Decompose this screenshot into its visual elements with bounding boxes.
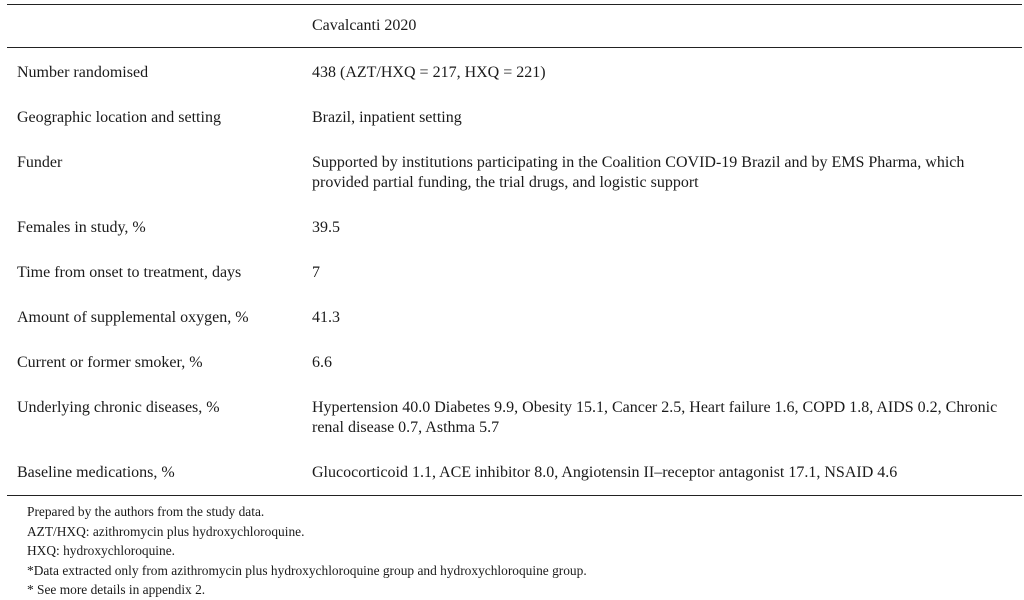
table-row: [7, 449, 1022, 496]
footnote-data-extraction: *Data extracted only from azithromycin plus hydroxychloroquine group and hydroxychloroquine group.: [27, 562, 587, 578]
study-characteristics-table-container: [7, 4, 1022, 496]
footnote-abbreviation-azt-hxq: AZT/HXQ: azithromycin plus hydroxychloroquine.: [27, 523, 305, 539]
table-row: [7, 204, 1022, 249]
row-label: Amount of supplemental oxygen, %: [17, 309, 249, 326]
table-row: [7, 94, 1022, 139]
row-value: 6.6: [312, 354, 332, 371]
row-label: Time from onset to treatment, days: [17, 264, 242, 281]
row-label: Underlying chronic diseases, %: [17, 399, 220, 416]
footnote-source: Prepared by the authors from the study data.: [27, 504, 265, 519]
footnote-abbreviation-hxq: HXQ: hydroxychloroquine.: [27, 543, 176, 558]
row-label: Funder: [17, 154, 63, 171]
table-row: [7, 249, 1022, 294]
row-value: Hypertension 40.0 Diabetes 9.9, Obesity 15.1, Cancer 2.5, Heart failure 1.6, COPD 1.8, AIDS 0.2, Chronic renal disease 0.7, Asthma 5.7: [312, 399, 998, 436]
row-label: Females in study, %: [17, 219, 146, 236]
table-header: [7, 5, 1022, 48]
row-label: Number randomised: [17, 64, 149, 81]
table-row: [7, 294, 1022, 339]
table-footnotes: [27, 502, 587, 600]
row-value: 438 (AZT/HXQ = 217, HXQ = 221): [312, 64, 546, 81]
table-body: [7, 48, 1022, 496]
header-study-cell: Cavalcanti 2020: [312, 5, 1022, 48]
table-row: [7, 384, 1022, 449]
row-value: Brazil, inpatient setting: [312, 109, 462, 126]
header-label-cell: [7, 5, 312, 48]
row-label: Baseline medications, %: [7, 449, 312, 496]
row-value: Glucocorticoid 1.1, ACE inhibitor 8.0, Angiotensin II–receptor antagonist 17.1, NSAID 4.6: [312, 449, 1022, 496]
footnote-appendix-reference: * See more details in appendix 2.: [27, 582, 206, 597]
table-row: [7, 48, 1022, 95]
row-value: 7: [312, 264, 320, 281]
table-row: [7, 139, 1022, 204]
row-label: Geographic location and setting: [17, 109, 221, 126]
row-value: 39.5: [312, 219, 340, 236]
table-row: [7, 339, 1022, 384]
row-value: 41.3: [312, 309, 340, 326]
row-label: Current or former smoker, %: [17, 354, 203, 371]
row-value: Supported by institutions participating in the Coalition COVID-19 Brazil and by EMS Pharma, which provided partial funding, the trial drugs, and logistic support: [312, 154, 965, 191]
header-row: [7, 5, 1022, 48]
study-characteristics-table: [7, 4, 1022, 496]
